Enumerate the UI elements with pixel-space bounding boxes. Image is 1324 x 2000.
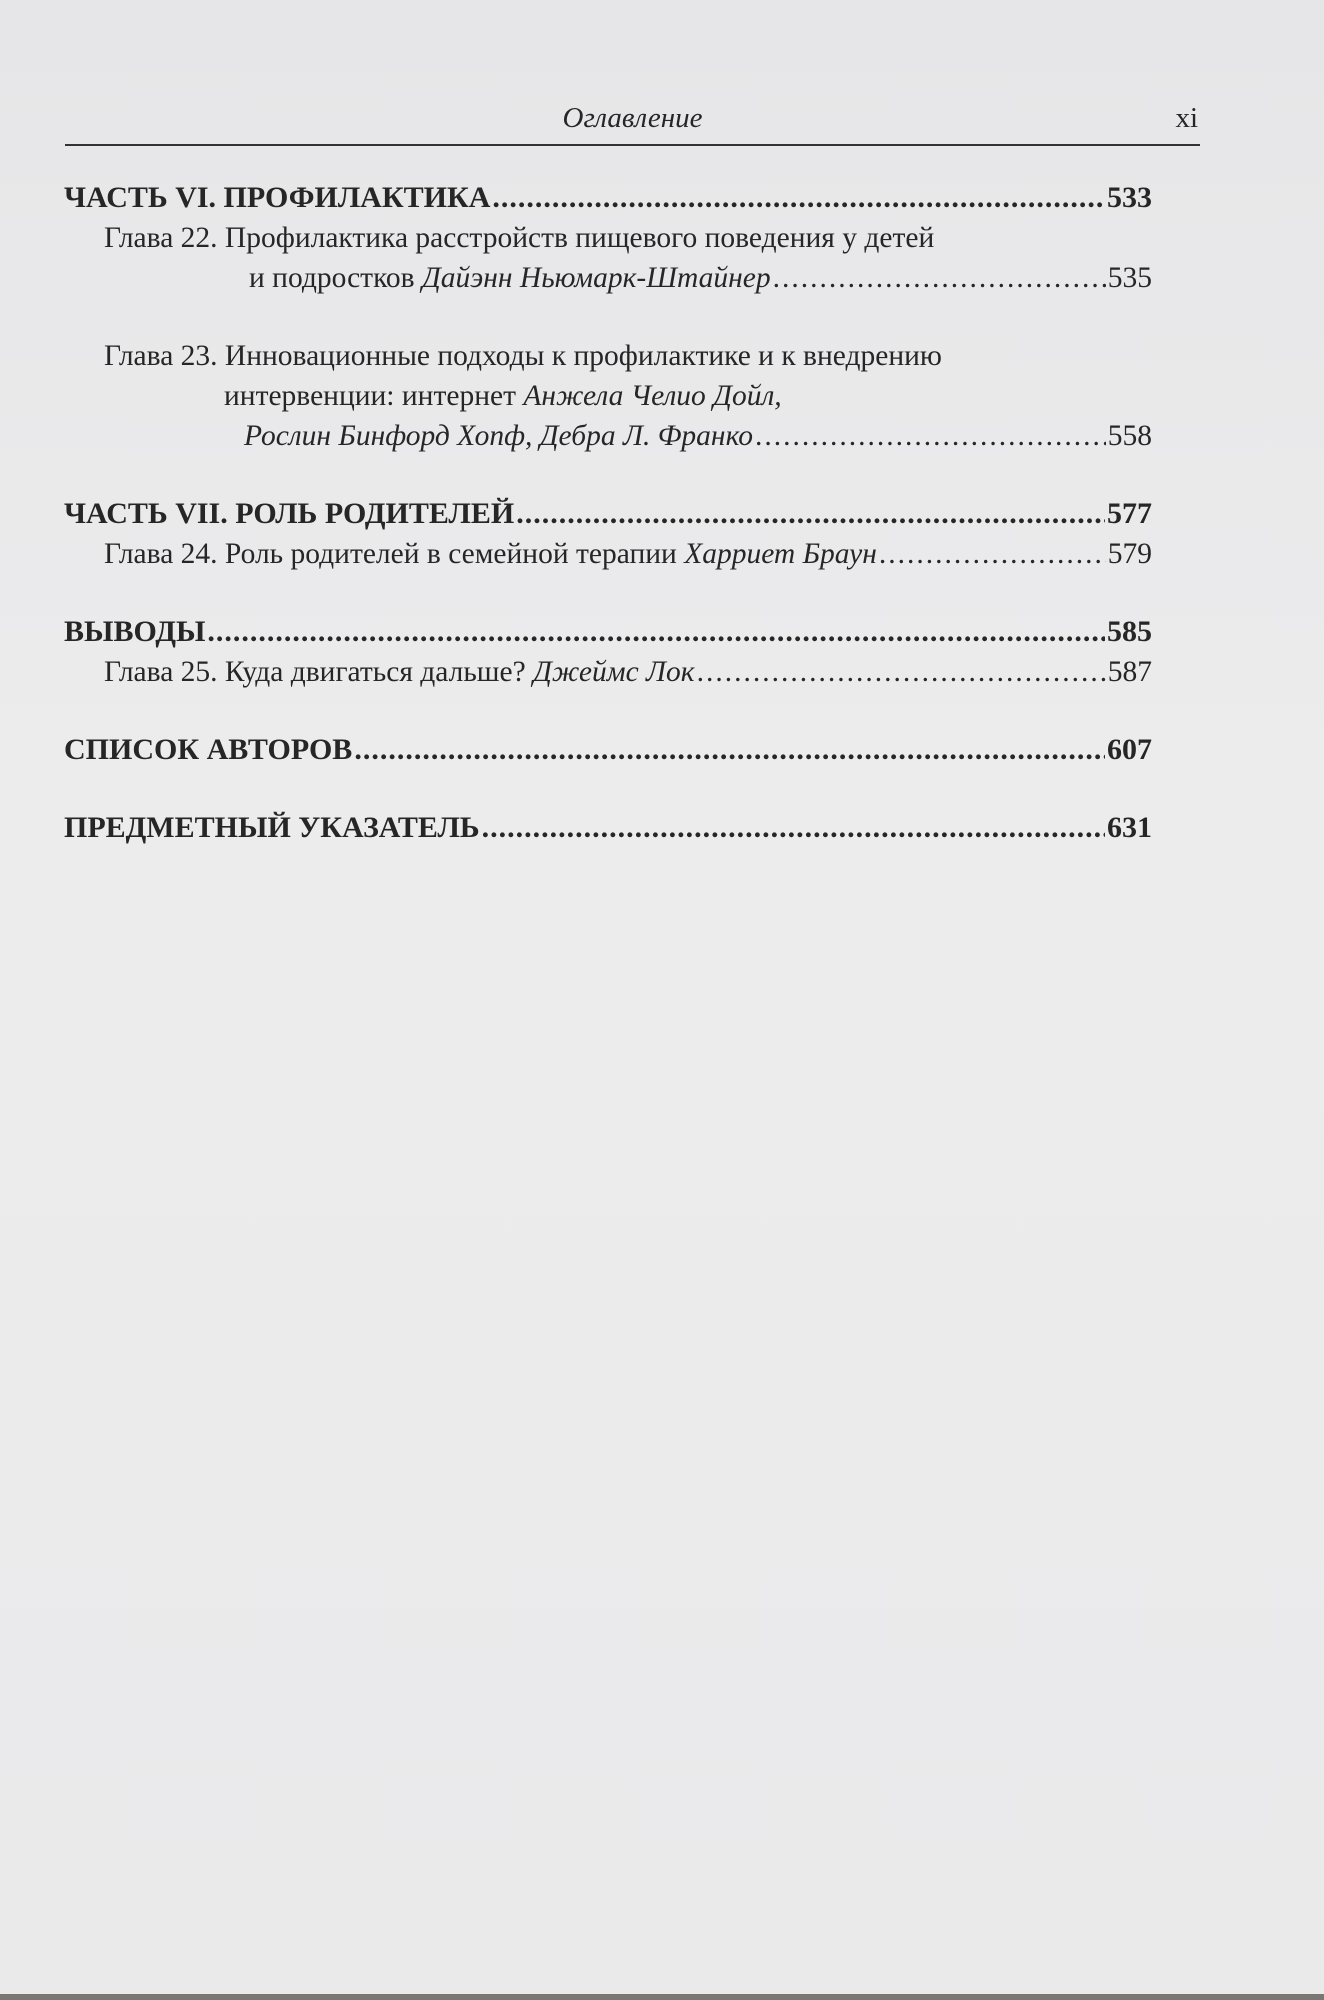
table-of-contents — [64, 178, 1152, 848]
toc-part-6 — [64, 178, 1152, 218]
toc-part-6-title: ЧАСТЬ VI. ПРОФИЛАКТИКА — [64, 181, 491, 214]
toc-chapter-23-author-2: Рослин Бинфорд Хопф, Дебра Л. Франко — [244, 420, 753, 452]
toc-authors-list-page: 607 — [1107, 733, 1152, 766]
toc-chapter-24-page: 579 — [1107, 538, 1152, 570]
toc-conclusions-page: 585 — [1107, 615, 1152, 648]
toc-chapter-24-author: Харриет Браун — [684, 538, 877, 570]
leader-dots — [773, 258, 1106, 298]
toc-chapter-24-text: Глава 24. Роль родителей в семейной терапии — [104, 538, 685, 570]
toc-chapter-25 — [64, 652, 1152, 692]
toc-chapter-22 — [64, 258, 1152, 298]
toc-chapter-22-author: Дайэнн Ньюмарк-Штайнер — [421, 262, 771, 294]
toc-subject-index-page: 631 — [1107, 811, 1152, 844]
leader-dots — [879, 534, 1106, 574]
toc-authors-list-title: СПИСОК АВТОРОВ — [64, 733, 353, 766]
leader-dots — [482, 808, 1105, 848]
leader-dots — [697, 652, 1106, 692]
leader-dots — [207, 612, 1105, 652]
leader-dots — [755, 416, 1106, 456]
running-title: Оглавление — [562, 102, 703, 134]
toc-conclusions-title: ВЫВОДЫ — [64, 615, 206, 648]
toc-part-7-page: 577 — [1107, 497, 1152, 530]
page-bottom-edge — [0, 1994, 1324, 2000]
toc-chapter-24 — [64, 534, 1152, 574]
toc-chapter-22-line2-text: и подростков — [249, 262, 422, 294]
toc-chapter-22-line1: Глава 22. Профилактика расстройств пищевого поведения у детей — [104, 222, 935, 254]
toc-chapter-23 — [64, 416, 1152, 456]
page-number: xi — [1175, 102, 1198, 134]
toc-subject-index — [64, 808, 1152, 848]
toc-part-7-title: ЧАСТЬ VII. РОЛЬ РОДИТЕЛЕЙ — [64, 497, 515, 530]
toc-authors-list — [64, 730, 1152, 770]
toc-chapter-23-line2-text: интервенции: интернет — [224, 380, 524, 412]
running-head — [65, 100, 1200, 146]
toc-chapter-23-line1: Глава 23. Инновационные подходы к профилактике и к внедрению — [104, 340, 942, 372]
toc-chapter-25-page: 587 — [1107, 656, 1152, 688]
toc-chapter-23-author-1: Анжела Челио Дойл, — [523, 380, 782, 412]
leader-dots — [516, 494, 1105, 534]
leader-dots — [492, 178, 1105, 218]
leader-dots — [354, 730, 1105, 770]
toc-chapter-23-line2 — [64, 376, 1152, 416]
toc-chapter-23-page: 558 — [1107, 420, 1152, 452]
toc-chapter-25-text: Глава 25. Куда двигаться дальше? — [104, 656, 534, 688]
toc-chapter-22-page: 535 — [1107, 262, 1152, 294]
toc-part-7 — [64, 494, 1152, 534]
toc-part-6-page: 533 — [1107, 181, 1152, 214]
toc-conclusions — [64, 612, 1152, 652]
toc-chapter-25-author: Джеймс Лок — [533, 656, 695, 688]
toc-subject-index-title: ПРЕДМЕТНЫЙ УКАЗАТЕЛЬ — [64, 811, 480, 844]
